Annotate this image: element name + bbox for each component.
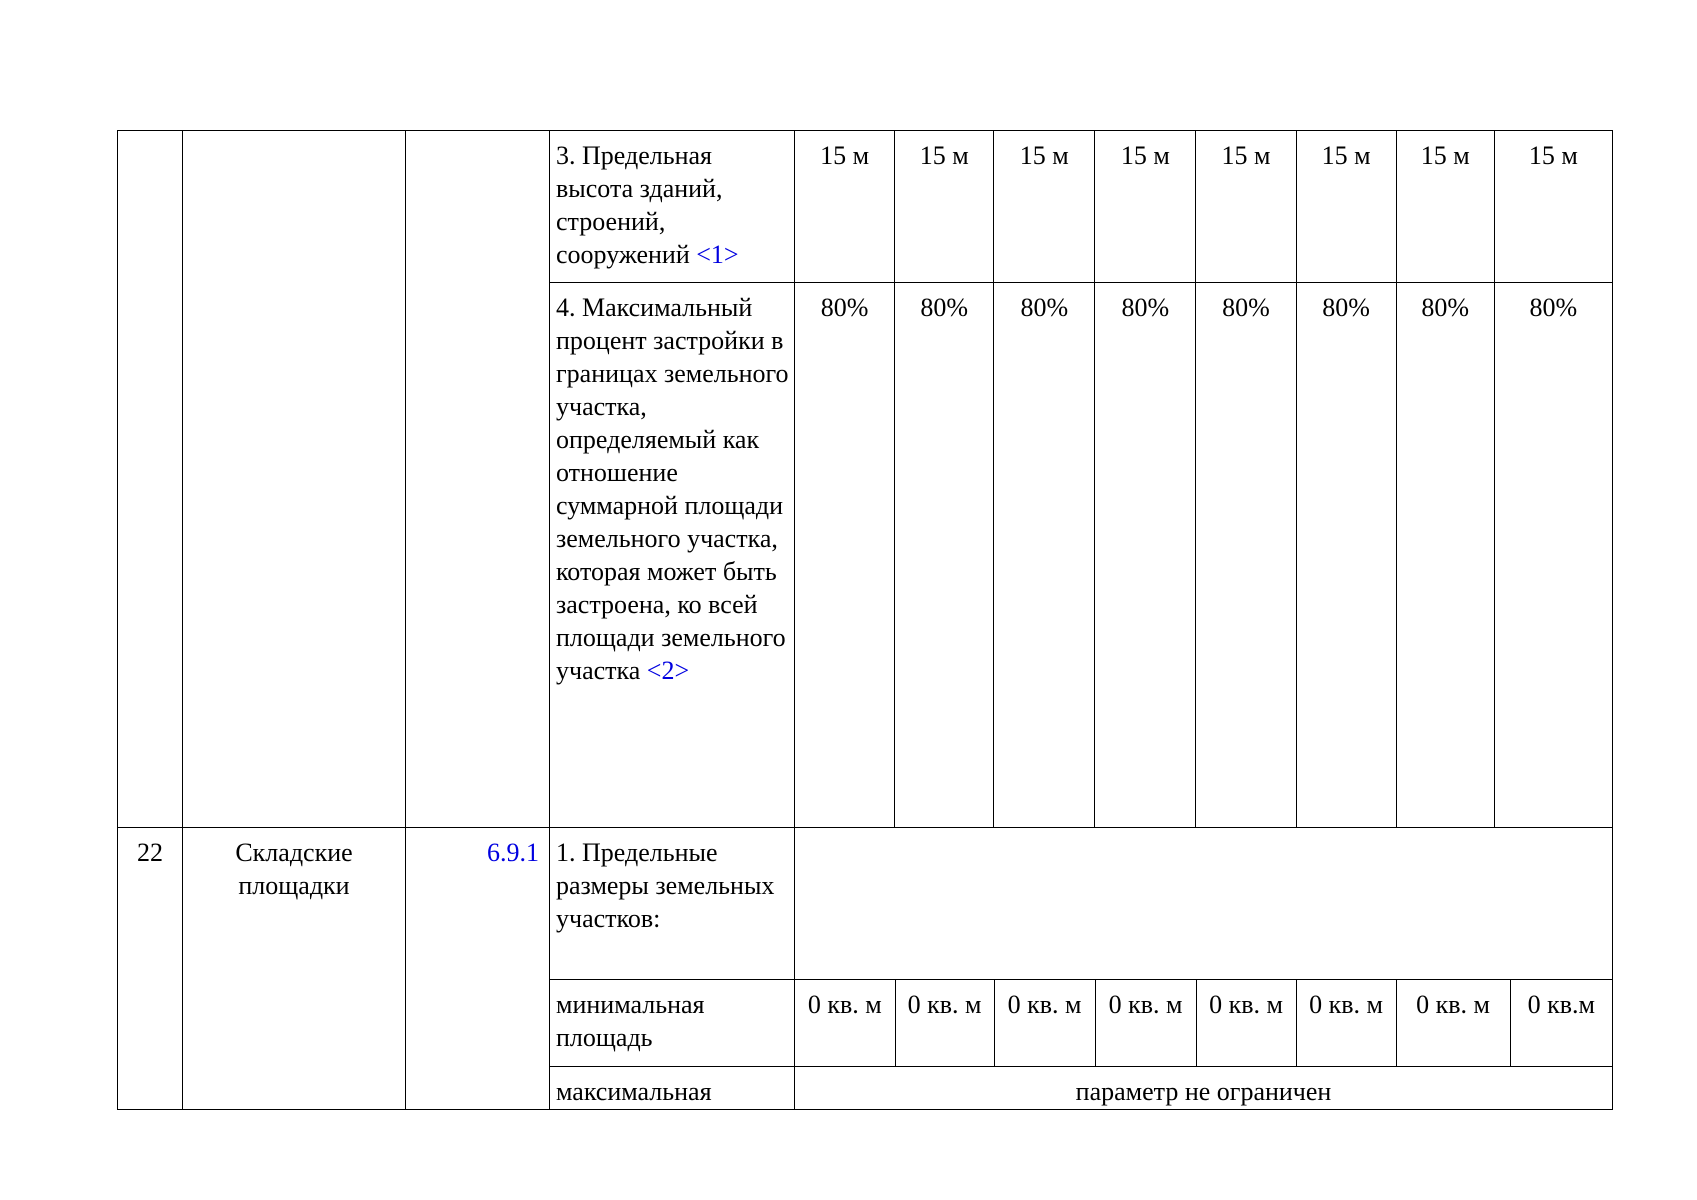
value-cell: 15 м <box>994 131 1095 283</box>
value-cell: 0 кв. м <box>994 980 1095 1066</box>
value-cell: 0 кв.м <box>1510 980 1612 1066</box>
value-cell: 15 м <box>1494 131 1612 283</box>
value-cell: 80% <box>1396 283 1494 828</box>
parameter-label: максимальная <box>550 1067 795 1110</box>
value-cell: 0 кв. м <box>1196 980 1296 1066</box>
cell-code-empty <box>406 131 550 828</box>
item-number: 22 <box>118 828 183 1110</box>
max-area-value: параметр не ограничен <box>795 1067 1613 1110</box>
value-cell: 80% <box>1296 283 1396 828</box>
value-cell: 15 м <box>1296 131 1396 283</box>
value-cell: 80% <box>1196 283 1296 828</box>
value-cell: 80% <box>895 283 994 828</box>
item-code-link[interactable] <box>406 828 550 1110</box>
item-name: Складские площадки <box>183 828 406 1110</box>
value-cell: 0 кв. м <box>1095 980 1196 1066</box>
value-cell: 80% <box>1095 283 1196 828</box>
value-cell: 0 кв. м <box>1296 980 1396 1066</box>
footnote-link[interactable]: <1> <box>696 240 739 269</box>
value-cell: 80% <box>795 283 895 828</box>
zoning-parameters-table <box>117 130 1613 1110</box>
value-cell-empty <box>795 828 1613 980</box>
table-row-item-22 <box>118 828 1613 980</box>
parameter-label: 1. Предельные размеры земельных участков: <box>550 828 795 980</box>
table-row-height <box>118 131 1613 283</box>
min-area-values <box>795 980 1613 1067</box>
value-cell: 0 кв. м <box>807 990 882 1019</box>
value-cell: 15 м <box>795 131 895 283</box>
value-cell: 15 м <box>895 131 994 283</box>
value-cell: 80% <box>994 283 1095 828</box>
value-cell: 15 м <box>1196 131 1296 283</box>
cell-name-empty <box>183 131 406 828</box>
footnote-link[interactable]: <2> <box>646 656 690 685</box>
parameter-label: минимальная площадь <box>550 980 795 1067</box>
cell-number-empty <box>118 131 183 828</box>
parameter-label: 4. Максимальный процент застройки в границах земельного участка, определяемый как отношение суммарной площади земельного участка, которая может быть застроена, ко всей площади земельного участка <2> <box>550 283 795 828</box>
code-link[interactable]: 6.9.1 <box>487 838 539 867</box>
value-cell: 15 м <box>1095 131 1196 283</box>
value-cell: 0 кв. м <box>895 980 994 1066</box>
parameter-label: 3. Предельная высота зданий, строений, сооружений <1> <box>550 131 795 283</box>
value-cell: 0 кв. м <box>1396 980 1510 1066</box>
value-cell: 15 м <box>1396 131 1494 283</box>
value-cell: 80% <box>1494 283 1612 828</box>
